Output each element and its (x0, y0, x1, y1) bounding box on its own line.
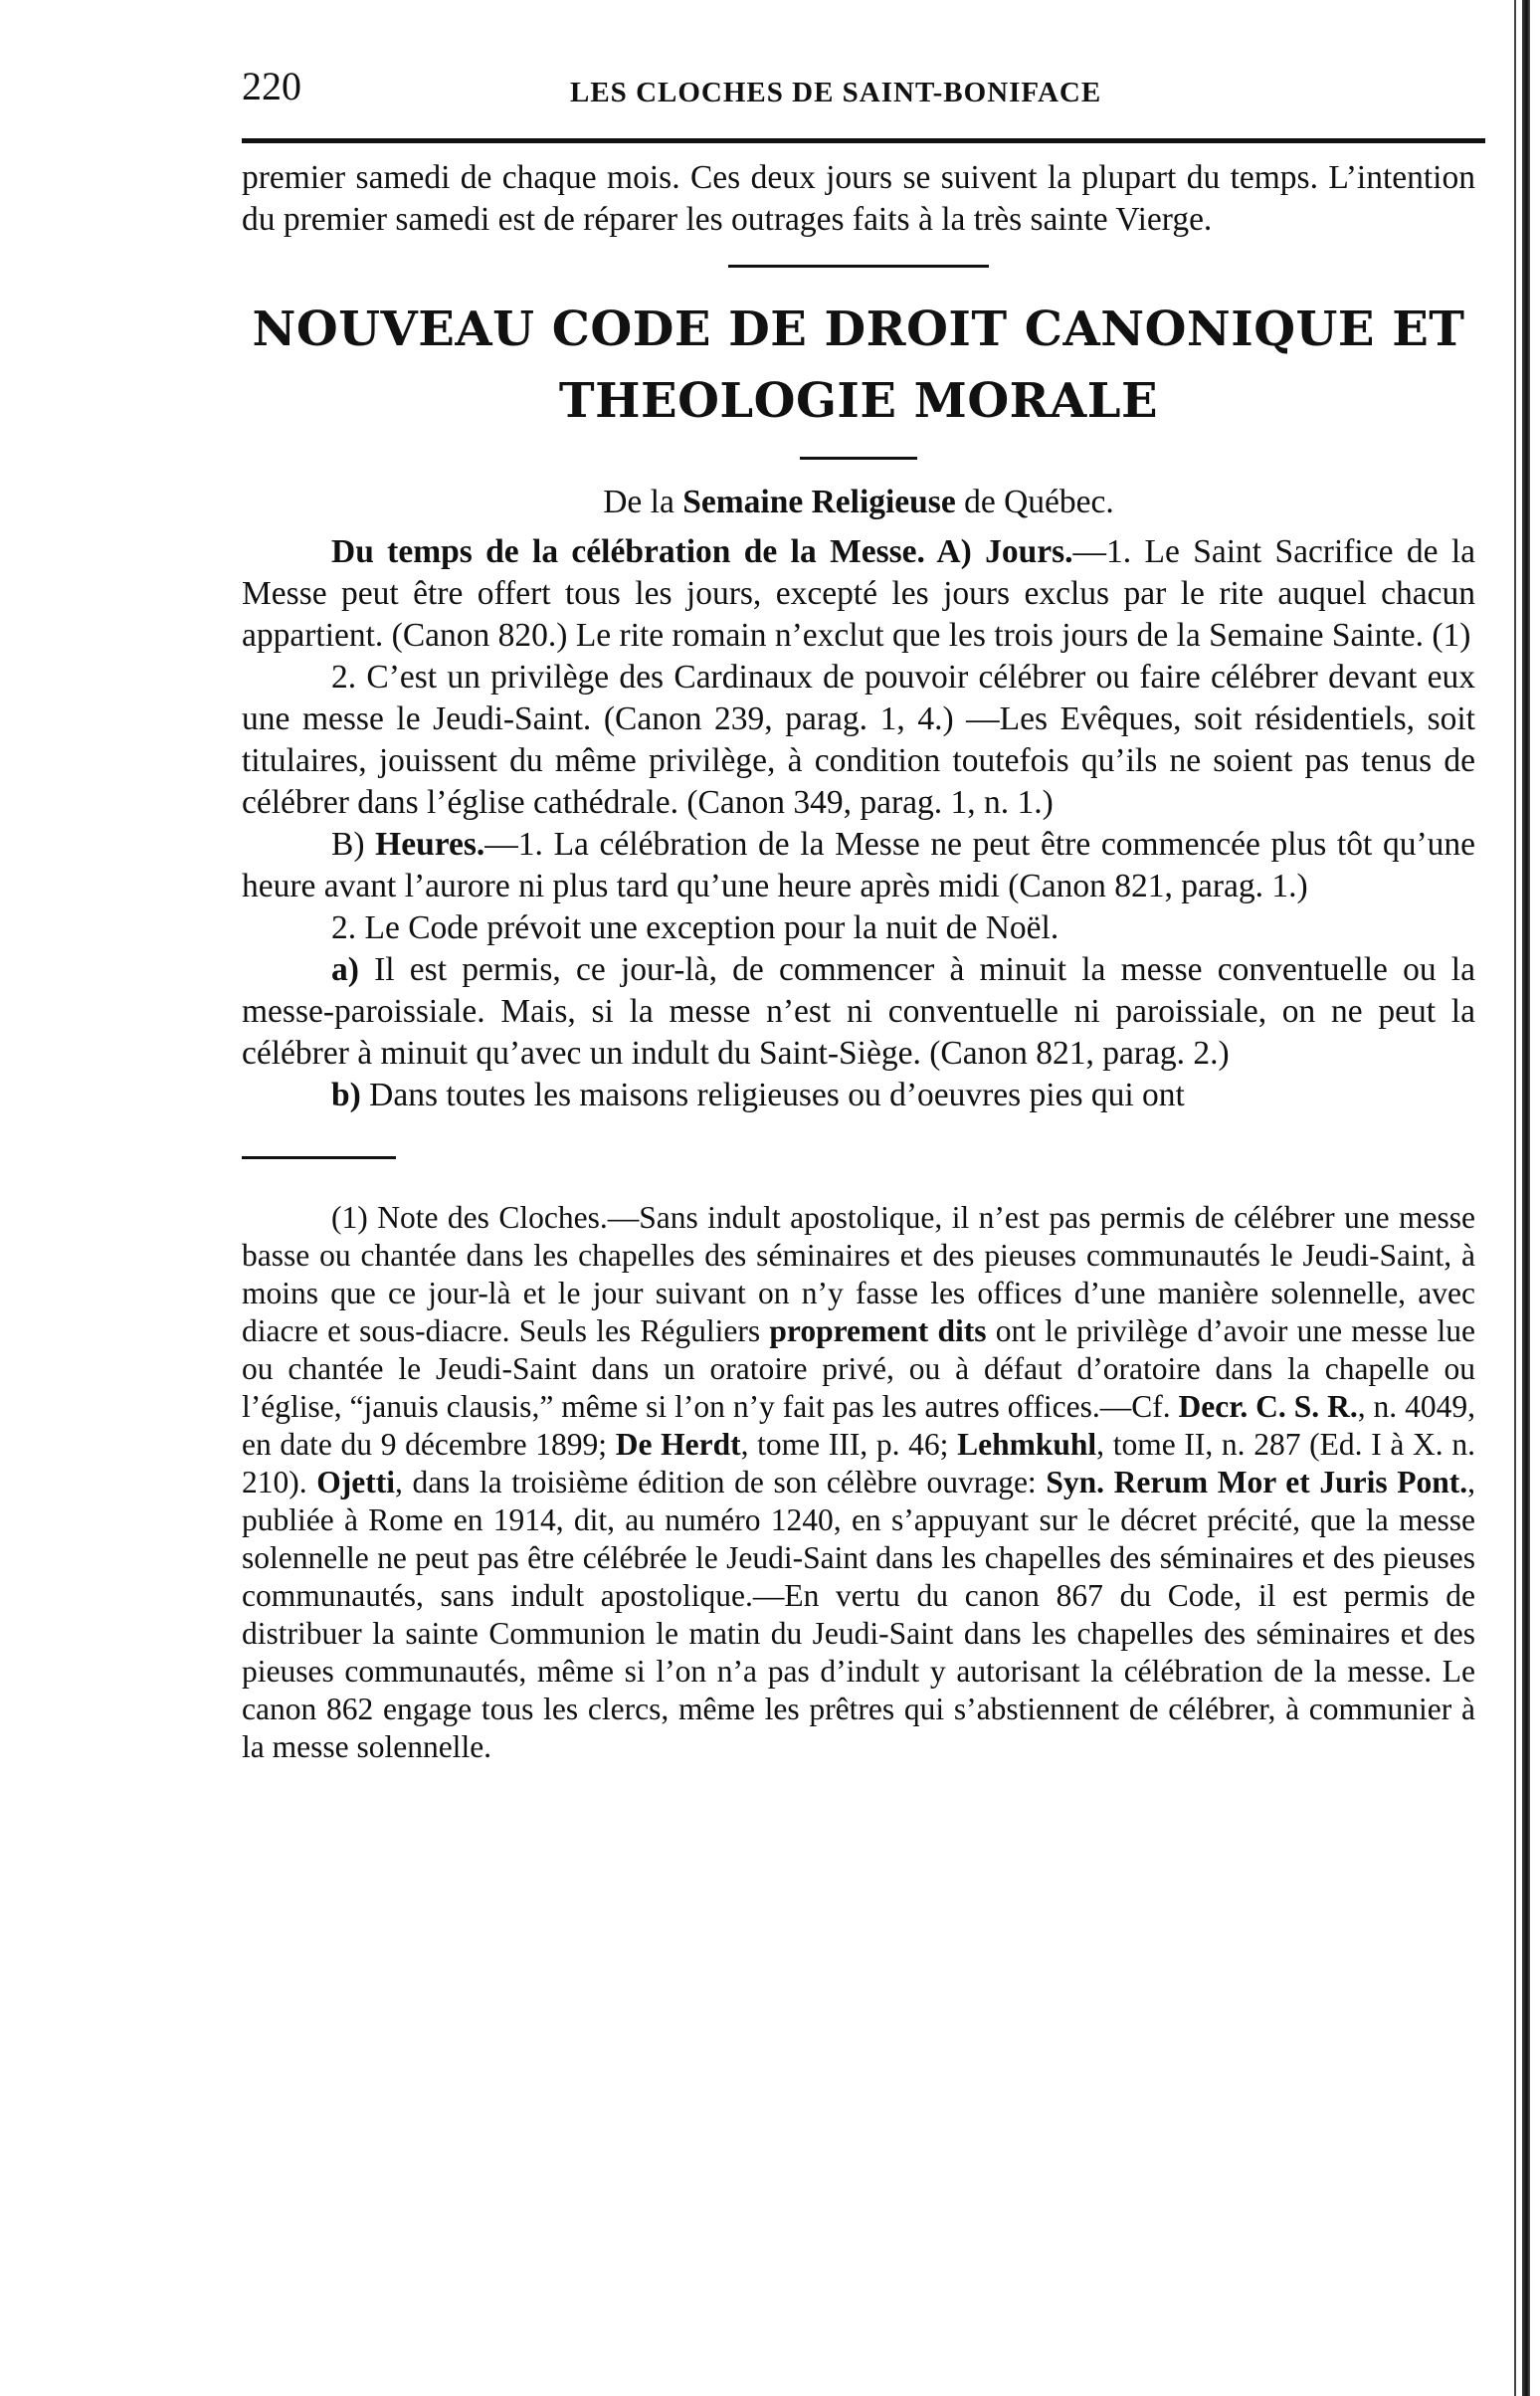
article-title-line-2: THEOLOGIE MORALE (558, 373, 1159, 429)
footnote-text-4: , tome III, p. 46; (740, 1427, 958, 1462)
footnote-bold-5: Ojetti (316, 1465, 395, 1499)
paragraph-jours-text: —1. Le Saint Sacrifice de la Messe peut être offert tous les jours, excepté les jours exclus par le rite auquel chacun appartient. (Canon 820.) Le rite romain n’exclut que les trois jours de la Semaine Sainte. (1) (242, 533, 1475, 654)
paragraph-jours (242, 531, 1475, 657)
paragraph-heures-prefix: B) (331, 826, 376, 863)
footnote-text-7: , publiée à Rome en 1914, dit, au numéro 1240, en s’appuyant sur le décret précité, que la messe solennelle ne peut pas être célébrée le Jeudi-Saint dans les chapelles des séminaires et des pieuses communautés, sans indult apostolique.—En vertu du canon 867 du Code, il est permis de distribuer la sainte Communion le matin du Jeudi-Saint dans les chapelles des séminaires et des pieuses communautés, même si l’on n’a pas d’indult y autorisant la célébration de la messe. Le canon 862 engage tous les clercs, même les prêtres qui s’abstiennent de célébrer, à communier à la messe solennelle. (242, 1465, 1475, 1764)
footnote (242, 1199, 1475, 1766)
section-divider (728, 265, 989, 268)
footnote-bold-2: Decr. C. S. R. (1178, 1389, 1358, 1424)
article-title (242, 294, 1475, 437)
paragraph-b-label: b) (331, 1077, 361, 1113)
binding-shadow (1522, 0, 1530, 2396)
title-divider (800, 457, 917, 460)
paragraph-heures-text: —1. La célébration de la Messe ne peut être commencée plus tôt qu’une heure avant l’aurore ni plus tard qu’une heure après midi (Canon 821, parag. 1.) (242, 826, 1476, 904)
paragraph-noel: 2. Le Code prévoit une exception pour la nuit de Noël. (331, 909, 1059, 946)
intro-paragraph: premier samedi de chaque mois. Ces deux jours se suivent la plupart du temps. L’intention du premier samedi est de réparer les outrages faits à la très sainte Vierge. (242, 159, 1475, 238)
binding-line (1514, 0, 1516, 2396)
footnote-bold-6: Syn. Rerum Mor et Juris Pont. (1046, 1465, 1468, 1499)
running-title: LES CLOCHES DE SAINT-BONIFACE (570, 77, 1102, 108)
paragraph-b (242, 1075, 1475, 1116)
footnote-bold-3: De Herdt (615, 1427, 741, 1462)
paragraph-cardinaux: 2. C’est un privilège des Cardinaux de pouvoir célébrer ou faire célébrer devant eux une messe le Jeudi-Saint. (Canon 239, parag. 1, 4.) —Les Evêques, soit résidentiels, soit titulaires, jouissent du même privilège, à condition toutefois qu’ils ne soient pas tenus de célébrer dans l’église cathédrale. (Canon 349, parag. 1, n. 1.) (242, 659, 1475, 821)
paragraph-heures-heading: Heures. (375, 826, 485, 863)
paragraph-heures (242, 824, 1475, 907)
source-prefix: De la (603, 484, 683, 520)
paragraph-jours-heading: Du temps de la célébration de la Messe. A) Jours. (331, 533, 1073, 570)
paragraph-a (242, 949, 1475, 1075)
source-line (242, 482, 1475, 523)
source-publication: Semaine Religieuse (682, 484, 956, 520)
source-suffix: de Québec. (955, 484, 1114, 520)
footnote-bold-1: proprement dits (769, 1313, 987, 1348)
footnote-text-6: , dans la troisième édition de son célèbre ouvrage: (394, 1465, 1047, 1499)
footnote-text-2: ont le privilège d’avoir une messe lue ou chantée le Jeudi-Saint dans un oratoire privé, ou à défaut d’oratoire dans la chapelle ou l’église, “januis clausis,” même si l’on n’y fait pas les autres offices.—Cf. (242, 1313, 1475, 1424)
footnote-text-3: , n. 4049, en date du 9 décembre 1899; (242, 1389, 1475, 1462)
paragraph-a-label: a) (331, 951, 359, 988)
footnote-text-5: , tome II, n. 287 (Ed. I à X. n. 210). (242, 1427, 1475, 1499)
header-rule (242, 138, 1485, 143)
paragraph-b-text: Dans toutes les maisons religieuses ou d’oeuvres pies qui ont (360, 1077, 1185, 1113)
text-column (242, 55, 1475, 1766)
footnote-bold-4: Lehmkuhl (957, 1427, 1097, 1462)
running-header (242, 55, 1475, 116)
page-number: 220 (242, 64, 301, 108)
footnote-rule (242, 1156, 396, 1159)
paragraph-a-text: Il est permis, ce jour-là, de commencer à minuit la messe conventuelle ou la messe-paroissiale. Mais, si la messe n’est ni conventuelle ni paroissiale, on ne peut la célébrer à minuit qu’avec un indult du Saint-Siège. (Canon 821, parag. 2.) (242, 951, 1475, 1072)
footnote-text-1: (1) Note des Cloches.—Sans indult apostolique, il n’est pas permis de célébrer une messe basse ou chantée dans les chapelles des séminaires et des pieuses communautés le Jeudi-Saint, à moins que ce jour-là et le jour suivant on n’y fasse les offices d’une manière solennelle, avec diacre et sous-diacre. Seuls les Réguliers (242, 1200, 1475, 1348)
article-title-line-1: NOUVEAU CODE DE DROIT CANONIQUE ET (252, 301, 1465, 357)
